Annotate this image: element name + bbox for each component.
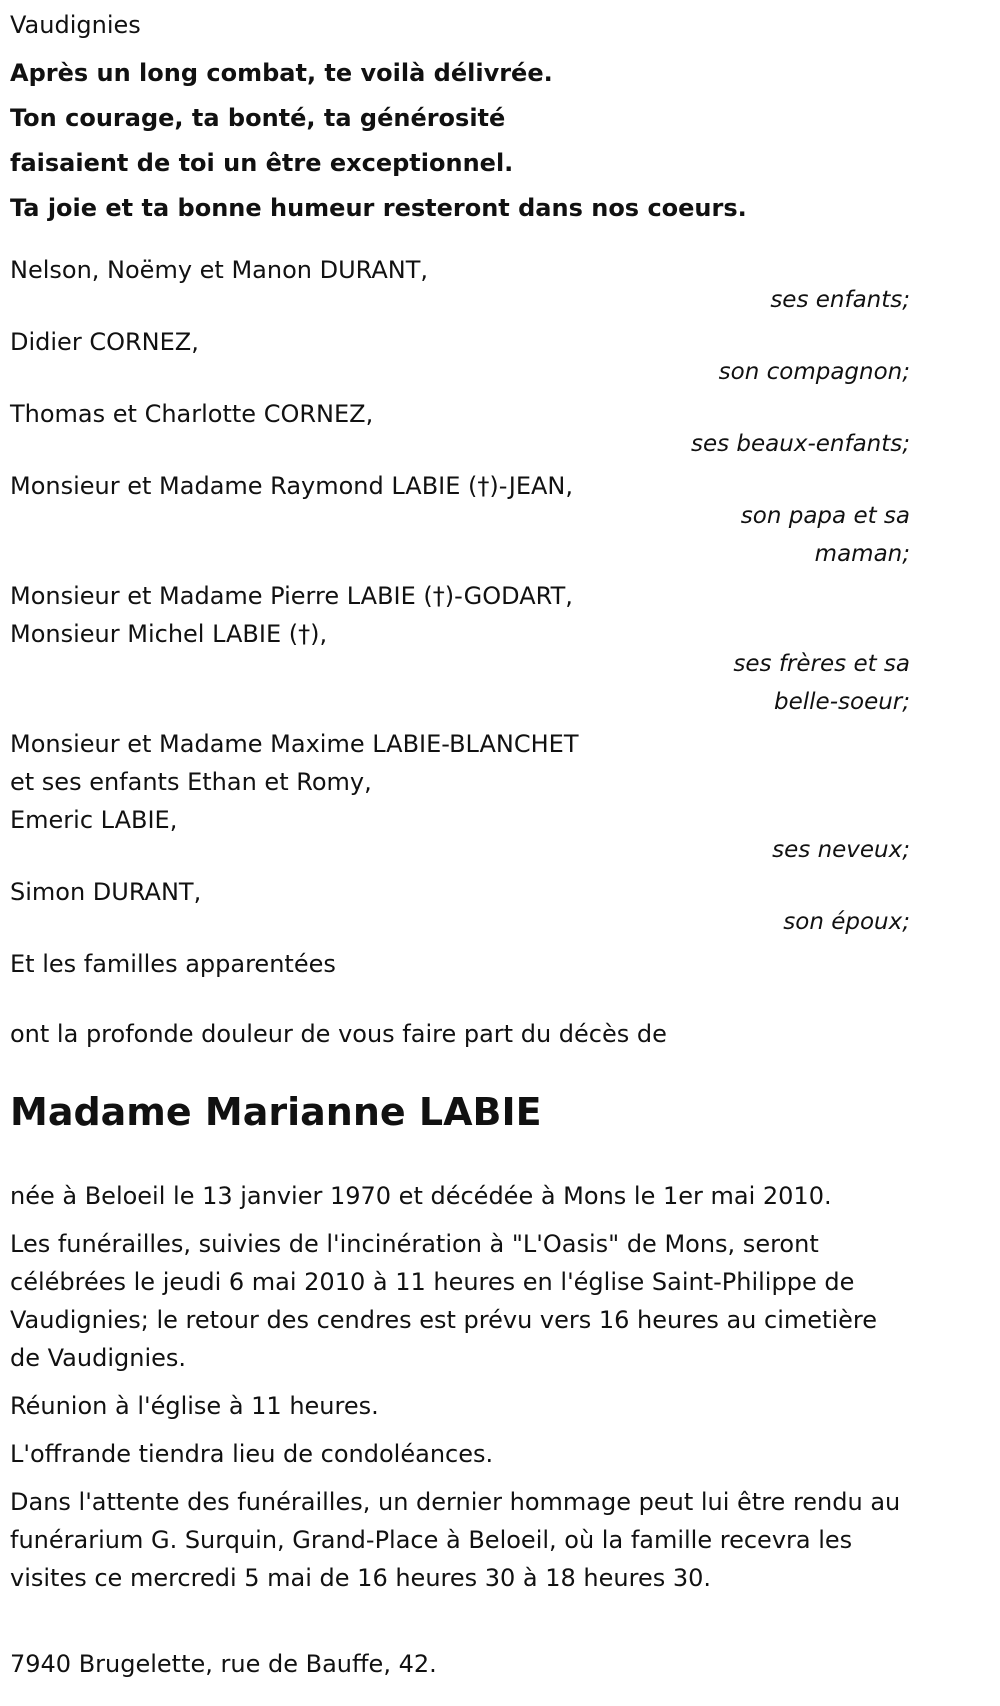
funeral-details: [10, 1177, 910, 1597]
family-group-siblings: [10, 577, 910, 721]
family-name: Simon DURANT,: [10, 878, 202, 906]
poem-line: faisaient de toi un être exceptionnel.: [10, 149, 514, 177]
visitation-info: Dans l'attente des funérailles, un dernier hommage peut lui être rendu au funérarium G. Surquin, Grand-Place à Beloeil, où la famille recevra les visites ce mercredi 5 mai de 16 heures 30 à 18 heures 30.: [10, 1488, 901, 1592]
family-group-spouse: [10, 873, 910, 941]
family-list: [10, 251, 910, 983]
obituary-page: [10, 0, 910, 1679]
meeting-info: Réunion à l'église à 11 heures.: [10, 1392, 379, 1420]
family-name: Didier CORNEZ,: [10, 328, 199, 356]
family-role: ses neveux;: [772, 837, 910, 863]
poem: [10, 58, 910, 223]
family-name: Monsieur Michel LABIE (†),: [10, 620, 328, 648]
family-group-partner: [10, 323, 910, 391]
family-name: Monsieur et Madame Maxime LABIE-BLANCHET: [10, 730, 579, 758]
family-name: Monsieur et Madame Pierre LABIE (†)-GODART,: [10, 582, 573, 610]
family-group-parents: [10, 467, 910, 573]
family-group-relatives: [10, 945, 910, 983]
family-role: ses frères et sa belle-soeur;: [733, 651, 910, 715]
family-role: ses beaux-enfants;: [690, 431, 910, 457]
family-name: et ses enfants Ethan et Romy,: [10, 768, 372, 796]
family-name: Thomas et Charlotte CORNEZ,: [10, 400, 374, 428]
poem-line: Ton courage, ta bonté, ta générosité: [10, 104, 506, 132]
family-name: Et les familles apparentées: [10, 950, 336, 978]
family-address: 7940 Brugelette, rue de Bauffe, 42.: [10, 1650, 437, 1678]
family-name: Monsieur et Madame Raymond LABIE (†)-JEAN,: [10, 472, 574, 500]
offering-info: L'offrande tiendra lieu de condoléances.: [10, 1440, 494, 1468]
funeral-info: Les funérailles, suivies de l'incinération à "L'Oasis" de Mons, seront célébrées le jeudi 6 mai 2010 à 11 heures en l'église Saint-Philippe de Vaudignies; le retour des cendres est prévu vers 16 heures au cimetière de Vaudignies.: [10, 1230, 877, 1372]
birth-death-dates: née à Beloeil le 13 janvier 1970 et décédée à Mons le 1er mai 2010.: [10, 1182, 832, 1210]
family-group-nephews: [10, 725, 910, 869]
announcement-intro: ont la profonde douleur de vous faire part du décès de: [10, 1020, 667, 1048]
family-role: ses enfants;: [770, 287, 910, 313]
family-role: son époux;: [783, 909, 910, 935]
poem-line: Après un long combat, te voilà délivrée.: [10, 59, 553, 87]
family-group-stepchildren: [10, 395, 910, 463]
place-name: Vaudignies: [10, 11, 141, 39]
family-role: son papa et sa maman;: [740, 503, 910, 567]
family-name: Nelson, Noëmy et Manon DURANT,: [10, 256, 429, 284]
poem-line: Ta joie et ta bonne humeur resteront dans nos coeurs.: [10, 194, 747, 222]
family-role: son compagnon;: [718, 359, 910, 385]
family-group-children: [10, 251, 910, 319]
deceased-name: Madame Marianne LABIE: [10, 1090, 542, 1134]
family-name: Emeric LABIE,: [10, 806, 178, 834]
